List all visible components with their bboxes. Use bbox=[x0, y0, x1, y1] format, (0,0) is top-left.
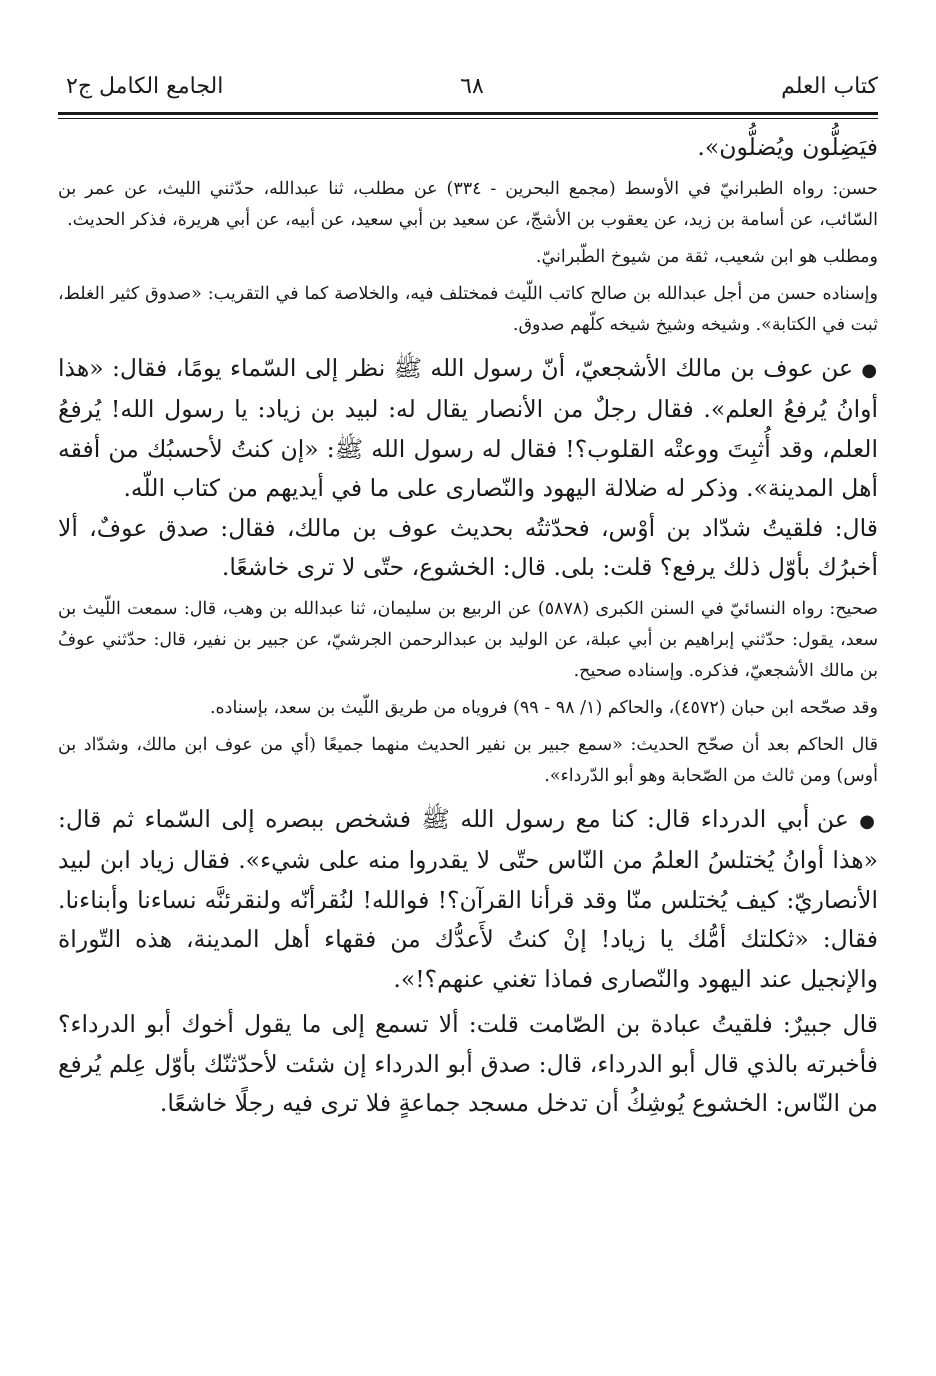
header-section-title: كتاب العلم bbox=[781, 74, 878, 99]
grading-note: صحيح: رواه النسائيّ في السنن الكبرى (٥٨٧٨) عن الربيع بن سليمان، ثنا عبدالله بن وهب، قال: سمعت اللّيث بن سعد، يقول: حدّثني إبراهيم بن أبي عبلة، عن الوليد بن عبدالرحمن الجرشيّ، عن جبير بن نفير، قال: حدّثني عوفُ بن مالك الأشجعيّ، فذكره. وإسناده صحيح. bbox=[58, 598, 878, 681]
hadith-paragraph: قال: فلقيتُ شدّاد بن أوْس، فحدّثتُه بحديث عوف بن مالك، فقال: صدق عوفٌ، ألا أخبرُك بأوّل ذلك يرفع؟ قلت: بلى. قال: الخشوع، حتّى لا ترى خاشعًا. bbox=[58, 513, 878, 581]
hadith-paragraph: قال جبيرٌ: فلقيتُ عبادة بن الصّامت قلت: ألا تسمع إلى ما يقول أخوك أبو الدرداء؟ فأخبرته بالذي قال أبو الدرداء، قال: صدق أبو الدرداء إن شئت لأحدّثنّك بأوّل عِلم يُرفع من النّاس: الخشوع يُوشِكُ أن تدخل مسجد جماعةٍ فلا ترى فيه رجلًا خاشعًا. bbox=[58, 1010, 878, 1117]
grading-note: حسن: رواه الطبرانيّ في الأوسط (مجمع البحرين - ٣٣٤) عن مطلب، ثنا عبدالله، حدّثني الليث، عن عمر بن السّائب، عن أسامة بن زيد، عن يعقوب بن الأشجّ، عن سعيد بن أبي سعيد، عن أبيه، عن أبي هريرة، فذكر الحديث. bbox=[58, 178, 878, 230]
hakim-note: قال الحاكم بعد أن صحّح الحديث: «سمع جبير بن نفير الحديث منهما جميعًا (أي من عوف ابن مالك، وشدّاد بن أوس) ومن ثالث من الصّحابة وهو أبو الدّرداء». bbox=[58, 734, 878, 786]
page-header bbox=[66, 70, 878, 110]
header-rule-thick bbox=[58, 112, 878, 115]
header-book-title: الجامع الكامل ج٢ bbox=[66, 74, 224, 99]
hadith-continuation: فيَضِلُّون ويُضلُّون». bbox=[697, 133, 878, 161]
page-body bbox=[58, 128, 878, 1124]
authentication-note: وقد صحّحه ابن حبان (٤٥٧٢)، والحاكم (١/ ٩٨ - ٩٩) فروياه من طريق اللّيث بن سعد، بإسناده. bbox=[209, 697, 878, 718]
header-rule-thin bbox=[58, 118, 878, 119]
bullet-mark: ● bbox=[859, 810, 878, 832]
bullet-mark: ● bbox=[861, 359, 878, 381]
page-number: ٦٨ bbox=[460, 74, 484, 99]
hadith-paragraph bbox=[58, 800, 878, 1000]
hadith-text: عن أبي الدرداء قال: كنا مع رسول الله ﷺ فشخص ببصره إلى السّماء ثم قال: «هذا أوانُ يُختلسُ العلمُ من النّاس حتّى لا يقدروا منه على شيء». فقال زياد ابن لبيد الأنصاريّ: كيف يُختلس منّا وقد قرأنا القرآن؟! فوالله! لنُقرأنّه ولنقرئنَّه نساءنا وأبناءنا. فقال: «ثكلتك أمُّك يا زياد! إنْ كنتُ لأَعدُّك من فقهاء أهل المدينة، هذه التّوراة والإنجيل عند اليهود والنّصارى فماذا تغني عنهم؟!». bbox=[58, 804, 878, 993]
hadith-text: عن عوف بن مالك الأشجعيّ، أنّ رسول الله ﷺ نظر إلى السّماء يومًا، فقال: «هذا أوانُ يُرفعُ العلم». فقال رجلٌ من الأنصار يقال له: لبيد بن زياد: يا رسول الله! يُرفعُ العلم، وقد أُثبِتَ ووعتْه القلوب؟! فقال له رسول الله ﷺ: «إن كنتُ لأحسبُك من أفقه أهل المدينة». وذكر له ضلالة اليهود والنّصارى على ما في أيديهم من كتاب اللّه. bbox=[58, 353, 878, 502]
narrator-note: ومطلب هو ابن شعيب، ثقة من شيوخ الطّبرانيّ. bbox=[535, 246, 878, 267]
hadith-paragraph bbox=[58, 349, 878, 509]
isnad-note: وإسناده حسن من أجل عبدالله بن صالح كاتب اللّيث فمختلف فيه، والخلاصة كما في التقريب: «صدوق كثير الغلط، ثبت في الكتابة». وشيخه وشيخ شيخه كلّهم صدوق. bbox=[58, 283, 878, 335]
